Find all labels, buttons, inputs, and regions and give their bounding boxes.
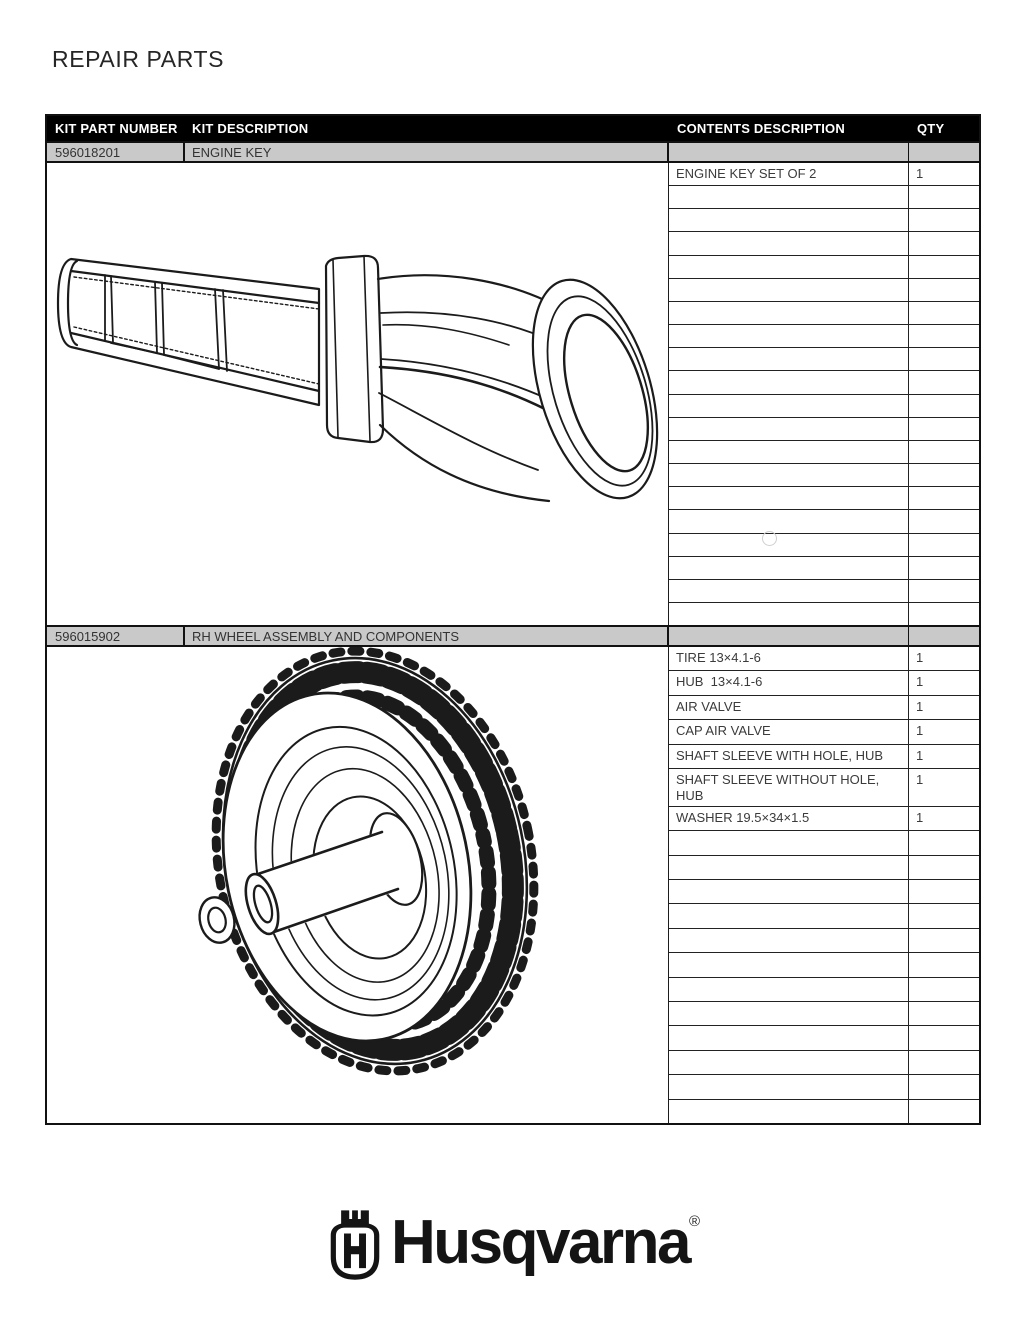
qty-cell (909, 856, 979, 879)
contents-description-cell (669, 256, 909, 278)
contents-description-cell (669, 978, 909, 1001)
qty-cell (909, 371, 979, 393)
table-row (669, 831, 979, 855)
contents-description-cell (669, 831, 909, 854)
table-row (669, 603, 979, 625)
contents-description-cell (669, 856, 909, 879)
contents-description-cell (669, 487, 909, 509)
engine-key-illustration (47, 163, 669, 625)
qty-cell: 1 (916, 772, 924, 788)
table-row (669, 1002, 979, 1026)
table-row (669, 929, 979, 953)
qty-cell (909, 978, 979, 1001)
wheel-assembly-line-art (47, 647, 667, 1121)
qty-cell: 1 (916, 674, 924, 690)
contents-description-cell (669, 557, 909, 579)
contents-description-cell: CAP AIR VALVE (669, 720, 909, 743)
section-engine-key (47, 163, 979, 625)
kit-row-engine-key (47, 141, 979, 163)
kit-part-number-cell: 596018201 (47, 143, 185, 161)
kit-row-empty-cell (909, 627, 979, 645)
table-row (669, 441, 979, 464)
contents-description-cell: SHAFT SLEEVE WITHOUT HOLE, HUB (669, 769, 909, 806)
table-row (669, 1075, 979, 1099)
contents-description-cell (669, 209, 909, 231)
header-kit-part-number: KIT PART NUMBER (55, 121, 178, 136)
repair-parts-table (45, 114, 981, 1125)
contents-description-cell (669, 186, 909, 208)
contents-rows-engine-key (669, 163, 979, 625)
contents-description-cell (669, 348, 909, 370)
qty-cell (909, 441, 979, 463)
table-row (669, 163, 979, 186)
qty-cell (909, 510, 979, 532)
registered-trademark-symbol: ® (688, 1213, 700, 1230)
table-row (669, 256, 979, 279)
qty-cell (909, 256, 979, 278)
qty-cell (909, 929, 979, 952)
qty-cell: 1 (916, 809, 924, 825)
qty-cell (909, 534, 979, 556)
qty-cell (909, 1026, 979, 1049)
table-row (669, 418, 979, 441)
contents-description-cell (669, 904, 909, 927)
table-row (669, 580, 979, 603)
qty-cell (909, 880, 979, 903)
kit-row-empty-cell (669, 143, 909, 161)
table-row (669, 186, 979, 209)
qty-cell (909, 464, 979, 486)
contents-description-cell (669, 1100, 909, 1123)
contents-description-cell (669, 1075, 909, 1098)
header-qty: QTY (917, 121, 945, 136)
contents-description-cell: ENGINE KEY SET OF 2 (669, 163, 909, 185)
contents-description-cell: TIRE 13×4.1-6 (669, 647, 909, 670)
table-row (669, 371, 979, 394)
table-row (669, 720, 979, 744)
contents-description-cell (669, 580, 909, 602)
table-row (669, 232, 979, 255)
contents-description-cell (669, 880, 909, 903)
table-row (669, 769, 979, 807)
qty-cell (909, 348, 979, 370)
kit-row-wheel-assembly (47, 625, 979, 647)
contents-description-cell (669, 510, 909, 532)
qty-cell (909, 580, 979, 602)
qty-cell: 1 (916, 747, 924, 763)
faint-circle-artifact (762, 531, 777, 546)
contents-description-cell (669, 418, 909, 440)
contents-rows-wheel-assembly (669, 647, 979, 1123)
contents-description-cell (669, 1002, 909, 1025)
qty-cell (909, 302, 979, 324)
contents-description-cell (669, 1026, 909, 1049)
qty-cell (909, 395, 979, 417)
header-contents-description: CONTENTS DESCRIPTION (677, 121, 845, 136)
contents-description-cell (669, 953, 909, 976)
table-row (669, 671, 979, 695)
qty-cell (909, 418, 979, 440)
table-row (669, 348, 979, 371)
table-row (669, 325, 979, 348)
qty-cell: 1 (916, 650, 924, 665)
contents-description-cell: HUB 13×4.1-6 (669, 671, 909, 694)
table-row (669, 279, 979, 302)
table-row (669, 464, 979, 487)
contents-description-cell (669, 603, 909, 625)
qty-cell (909, 209, 979, 231)
contents-description-cell (669, 325, 909, 347)
table-row (669, 953, 979, 977)
section-wheel-assembly (47, 647, 979, 1123)
qty-cell (909, 232, 979, 254)
qty-cell (909, 1100, 979, 1123)
contents-description-cell: WASHER 19.5×34×1.5 (669, 807, 909, 830)
kit-row-empty-cell (669, 627, 909, 645)
qty-cell (909, 1075, 979, 1098)
table-row (669, 557, 979, 580)
engine-key-line-art (47, 163, 667, 623)
brand-footer (0, 1206, 1024, 1282)
qty-cell (909, 487, 979, 509)
table-row (669, 534, 979, 557)
page-title: REPAIR PARTS (52, 46, 225, 72)
kit-row-empty-cell (909, 143, 979, 161)
contents-description-cell (669, 302, 909, 324)
table-row (669, 1026, 979, 1050)
kit-description-cell: RH WHEEL ASSEMBLY AND COMPONENTS (185, 627, 669, 645)
qty-cell (909, 325, 979, 347)
table-row (669, 487, 979, 510)
contents-description-cell: SHAFT SLEEVE WITH HOLE, HUB (669, 745, 909, 768)
contents-description-cell (669, 441, 909, 463)
contents-description-cell (669, 232, 909, 254)
contents-description-cell (669, 929, 909, 952)
qty-cell (909, 186, 979, 208)
table-row (669, 807, 979, 831)
kit-description-cell: ENGINE KEY (185, 143, 669, 161)
table-row (669, 1051, 979, 1075)
wheel-assembly-illustration (47, 647, 669, 1123)
qty-cell: 1 (916, 698, 924, 714)
qty-cell: 1 (916, 723, 924, 739)
table-row (669, 510, 979, 533)
table-row (669, 1100, 979, 1123)
table-row (669, 302, 979, 325)
table-header-row (47, 116, 979, 141)
qty-cell (909, 557, 979, 579)
qty-cell (909, 831, 979, 854)
table-row (669, 745, 979, 769)
qty-cell (909, 279, 979, 301)
qty-cell (909, 1051, 979, 1074)
table-row (669, 978, 979, 1002)
contents-description-cell (669, 464, 909, 486)
kit-part-number-cell: 596015902 (47, 627, 185, 645)
contents-description-cell (669, 371, 909, 393)
qty-cell (909, 1002, 979, 1025)
table-row (669, 647, 979, 671)
brand-wordmark: Husqvarna (390, 1208, 689, 1277)
husqvarna-crown-icon (324, 1208, 386, 1282)
contents-description-cell: AIR VALVE (669, 696, 909, 719)
table-row (669, 395, 979, 418)
qty-cell (909, 904, 979, 927)
header-kit-description: KIT DESCRIPTION (192, 121, 309, 136)
table-row (669, 904, 979, 928)
contents-description-cell (669, 279, 909, 301)
qty-cell (909, 603, 979, 625)
qty-cell (909, 953, 979, 976)
contents-description-cell (669, 534, 909, 556)
contents-description-cell (669, 1051, 909, 1074)
table-row (669, 696, 979, 720)
table-row (669, 880, 979, 904)
table-row (669, 856, 979, 880)
qty-cell: 1 (916, 166, 924, 181)
table-row (669, 209, 979, 232)
contents-description-cell (669, 395, 909, 417)
